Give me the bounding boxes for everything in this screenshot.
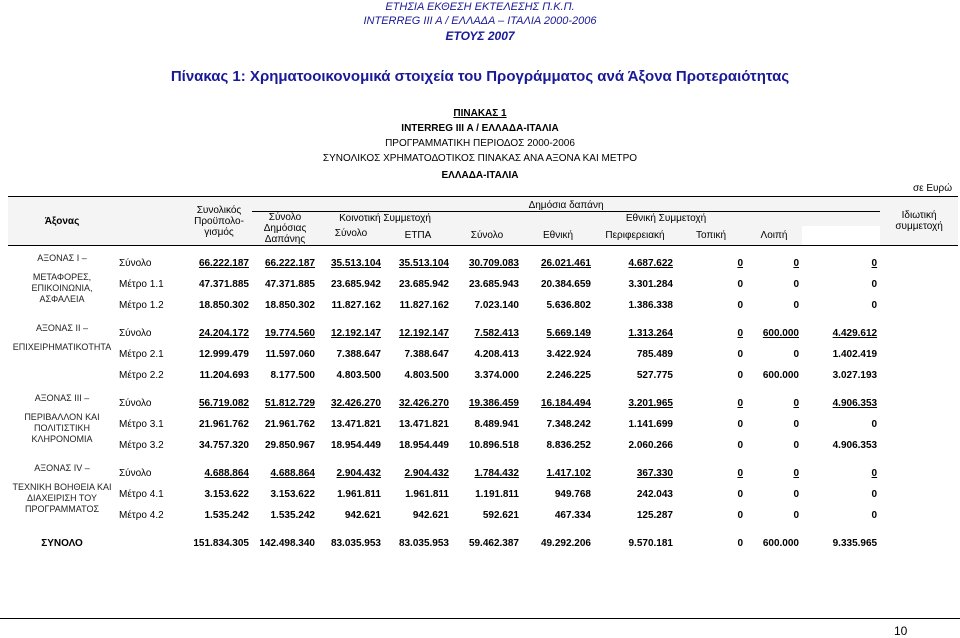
col-erdf: ΕΤΠΑ bbox=[404, 229, 432, 241]
col-public-group: Δημόσια δαπάνη bbox=[528, 200, 604, 211]
cell-local: 0 bbox=[737, 258, 743, 269]
cell-other: 0 bbox=[793, 349, 799, 360]
cell-local: 0 bbox=[737, 440, 743, 451]
cell-comm: 942.621 bbox=[344, 510, 381, 521]
axis-subtitle: ΕΠΙΧΕΙΡΗΜΑΤΙΚΟΤΗΤΑ bbox=[12, 342, 112, 352]
row-label: Μέτρο 1.1 bbox=[119, 279, 164, 290]
col-national-total: Σύνολο bbox=[470, 229, 504, 241]
cell-national: 3.422.924 bbox=[546, 349, 591, 360]
cell-total: 66.222.187 bbox=[198, 258, 249, 269]
cell-other: 0 bbox=[793, 258, 799, 269]
cell-local: 0 bbox=[737, 370, 743, 381]
cell-private: 0 bbox=[871, 419, 878, 430]
col-national: Εθνική bbox=[542, 229, 573, 241]
cell-erdf: 13.471.821 bbox=[398, 419, 449, 430]
axis-label bbox=[8, 253, 116, 316]
cell-nat_total: 23.685.943 bbox=[468, 279, 519, 290]
cell-nat_total: 7.023.140 bbox=[474, 300, 519, 311]
cell-national: 5.636.802 bbox=[546, 300, 591, 311]
cell-private: 1.402.419 bbox=[832, 349, 878, 360]
axis-label bbox=[8, 323, 116, 386]
cell-comm: 23.685.942 bbox=[330, 279, 381, 290]
cell-public: 4.688.864 bbox=[270, 468, 315, 479]
cell-private: 0 bbox=[871, 258, 878, 269]
cell-regional: 4.687.622 bbox=[628, 258, 673, 269]
cell-regional: 125.287 bbox=[636, 510, 673, 521]
cell-other: 0 bbox=[793, 440, 799, 451]
axis-subtitle: ΤΕΧΝΙΚΗ ΒΟΗΘΕΙΑ ΚΑΙ ΔΙΑΧΕΙΡΙΣΗ ΤΟΥ ΠΡΟΓΡΑΜΜΑΤΟΣ bbox=[12, 482, 112, 514]
cell-public: 51.812.729 bbox=[264, 398, 315, 409]
cell-total: 12.999.479 bbox=[198, 349, 249, 360]
axis-label bbox=[8, 463, 116, 526]
table-title-line1: ΠΙΝΑΚΑΣ 1 bbox=[453, 108, 507, 119]
table-row bbox=[8, 393, 958, 414]
table-row bbox=[8, 484, 958, 505]
cell-total: 21.961.762 bbox=[198, 419, 249, 430]
cell-erdf: 35.513.104 bbox=[398, 258, 449, 269]
cell-public: 18.850.302 bbox=[264, 300, 315, 311]
cell-regional: 1.313.264 bbox=[628, 328, 673, 339]
col-national-group: Εθνική Συμμετοχή bbox=[625, 213, 707, 225]
row-label: Μέτρο 3.1 bbox=[119, 419, 164, 430]
table-row bbox=[8, 344, 958, 365]
cell-total: 1.535.242 bbox=[204, 510, 249, 521]
grand-total-nat_total: 59.462.387 bbox=[468, 537, 519, 549]
cell-national: 949.768 bbox=[554, 489, 591, 500]
cell-national: 467.334 bbox=[554, 510, 591, 521]
cell-national: 16.184.494 bbox=[540, 398, 591, 409]
grand-total-other: 600.000 bbox=[762, 537, 799, 549]
cell-public: 19.774.560 bbox=[264, 328, 315, 339]
table-title-line4: ΣΥΝΟΛΙΚΟΣ ΧΡΗΜΑΤΟΔΟΤΙΚΟΣ ΠΙΝΑΚΑΣ ΑΝΑ ΑΞΟΝΑ ΚΑΙ ΜΕΤΡΟ bbox=[322, 153, 638, 164]
cell-erdf: 942.621 bbox=[412, 510, 449, 521]
cell-nat_total: 7.582.413 bbox=[474, 328, 519, 339]
cell-other: 600.000 bbox=[762, 370, 799, 381]
cell-national: 8.836.252 bbox=[546, 440, 591, 451]
grand-total-comm: 83.035.953 bbox=[330, 537, 381, 549]
report-header-line1: ΕΤΗΣΙΑ ΕΚΘΕΣΗ ΕΚΤΕΛΕΣΗΣ Π.Κ.Π. bbox=[385, 1, 575, 13]
cell-other: 0 bbox=[793, 419, 799, 430]
table-row bbox=[8, 414, 958, 435]
report-header-line2: INTERREG III A / ΕΛΛΑΔΑ – ΙΤΑΛΙΑ 2000-2006 bbox=[363, 15, 597, 27]
cell-private: 4.906.353 bbox=[832, 398, 878, 409]
cell-total: 47.371.885 bbox=[198, 279, 249, 290]
col-other: Λοιπή bbox=[760, 229, 788, 241]
col-regional: Περιφερειακή bbox=[605, 229, 665, 241]
page-number: 10 bbox=[894, 624, 908, 638]
cell-nat_total: 19.386.459 bbox=[468, 398, 519, 409]
cell-erdf: 7.388.647 bbox=[404, 349, 449, 360]
unit-label: σε Ευρώ bbox=[912, 183, 952, 194]
grand-total-national: 49.292.206 bbox=[540, 537, 591, 549]
cell-erdf: 23.685.942 bbox=[398, 279, 449, 290]
table-row bbox=[8, 274, 958, 295]
report-header-year: ΕΤΟΥΣ 2007 bbox=[445, 29, 515, 43]
cell-local: 0 bbox=[737, 419, 743, 430]
cell-regional: 1.141.699 bbox=[628, 419, 673, 430]
row-label: Μέτρο 2.1 bbox=[119, 349, 164, 360]
axis-subtitle: ΜΕΤΑΦΟΡΕΣ, ΕΠΙΚΟΙΝΩΝΙΑ, ΑΣΦΑΛΕΙΑ bbox=[31, 272, 93, 304]
cell-local: 0 bbox=[737, 489, 743, 500]
cell-erdf: 32.426.270 bbox=[398, 398, 449, 409]
grand-total-row bbox=[8, 533, 958, 553]
cell-regional: 3.201.965 bbox=[628, 398, 673, 409]
row-label: Σύνολο bbox=[119, 398, 152, 409]
cell-comm: 1.961.811 bbox=[337, 489, 381, 500]
cell-other: 0 bbox=[793, 510, 799, 521]
table-title-line2: INTERREG III A / ΕΛΛΑΔΑ-ΙΤΑΛΙΑ bbox=[401, 123, 559, 134]
cell-total: 3.153.622 bbox=[204, 489, 249, 500]
table-row bbox=[8, 295, 958, 316]
cell-private: 0 bbox=[871, 468, 878, 479]
cell-comm: 7.388.647 bbox=[336, 349, 381, 360]
table-row bbox=[8, 463, 958, 484]
cell-regional: 367.330 bbox=[636, 468, 673, 479]
col-community-group: Κοινοτική Συμμετοχή bbox=[339, 213, 431, 225]
table-row bbox=[8, 505, 958, 526]
cell-local: 0 bbox=[737, 349, 743, 360]
cell-nat_total: 1.191.811 bbox=[475, 489, 519, 500]
col-private: Ιδιωτική συμμετοχή bbox=[895, 210, 943, 232]
axis-title: ΑΞΟΝΑΣ ΙΙ – bbox=[36, 323, 88, 333]
cell-private: 0 bbox=[871, 510, 878, 521]
cell-comm: 12.192.147 bbox=[330, 328, 381, 339]
cell-comm: 11.827.162 bbox=[331, 300, 381, 311]
col-local: Τοπική bbox=[695, 229, 727, 241]
table-row bbox=[8, 365, 958, 386]
cell-national: 2.246.225 bbox=[546, 370, 591, 381]
cell-total: 18.850.302 bbox=[198, 300, 249, 311]
cell-other: 0 bbox=[793, 398, 799, 409]
cell-national: 7.348.242 bbox=[546, 419, 591, 430]
row-label: Σύνολο bbox=[119, 328, 152, 339]
cell-erdf: 11.827.162 bbox=[399, 300, 449, 311]
cell-regional: 527.775 bbox=[636, 370, 673, 381]
cell-regional: 785.489 bbox=[636, 349, 673, 360]
col-axis: Άξονας bbox=[44, 215, 80, 227]
table-title-line3: ΠΡΟΓΡΑΜΜΑΤΙΚΗ ΠΕΡΙΟΔΟΣ 2000-2006 bbox=[385, 138, 575, 149]
cell-nat_total: 10.896.518 bbox=[468, 440, 519, 451]
cell-total: 34.757.320 bbox=[198, 440, 249, 451]
col-total-budget: Συνολικός Προϋπολο-γισμός bbox=[194, 204, 244, 238]
cell-other: 0 bbox=[793, 279, 799, 290]
cell-other: 0 bbox=[793, 468, 799, 479]
cell-total: 24.204.172 bbox=[198, 328, 249, 339]
table-row bbox=[8, 323, 958, 344]
financial-table bbox=[8, 196, 958, 553]
cell-nat_total: 30.709.083 bbox=[468, 258, 519, 269]
cell-comm: 2.904.432 bbox=[336, 468, 381, 479]
row-label: Μέτρο 4.2 bbox=[119, 510, 164, 521]
cell-regional: 3.301.284 bbox=[628, 279, 673, 290]
grand-total-total: 151.834.305 bbox=[193, 537, 249, 549]
cell-private: 0 bbox=[871, 279, 878, 290]
row-label: Μέτρο 2.2 bbox=[119, 370, 164, 381]
grand-total-erdf: 83.035.953 bbox=[398, 537, 449, 549]
axis-subtitle: ΠΕΡΙΒΑΛΛΟΝ ΚΑΙ ΠΟΛΙΤΙΣΤΙΚΗ ΚΛΗΡΟΝΟΜΙΑ bbox=[24, 412, 100, 444]
grand-total-private: 9.335.965 bbox=[832, 537, 878, 549]
cell-public: 47.371.885 bbox=[264, 279, 315, 290]
grand-total-local: 0 bbox=[737, 537, 743, 549]
cell-comm: 35.513.104 bbox=[330, 258, 381, 269]
cell-local: 0 bbox=[737, 398, 743, 409]
grand-total-regional: 9.570.181 bbox=[628, 537, 673, 549]
cell-erdf: 2.904.432 bbox=[404, 468, 449, 479]
cell-private: 0 bbox=[871, 300, 878, 311]
table-body bbox=[8, 246, 958, 554]
cell-private: 4.906.353 bbox=[832, 440, 878, 451]
cell-nat_total: 3.374.000 bbox=[474, 370, 519, 381]
grand-total-public: 142.498.340 bbox=[259, 537, 315, 549]
cell-private: 0 bbox=[871, 489, 878, 500]
cell-regional: 1.386.338 bbox=[628, 300, 673, 311]
col-public-total: Σύνολο Δημόσιας Δαπάνης bbox=[263, 212, 307, 245]
cell-public: 8.177.500 bbox=[270, 370, 315, 381]
row-label: Μέτρο 1.2 bbox=[119, 300, 164, 311]
row-label: Σύνολο bbox=[119, 468, 152, 479]
axis-title: ΑΞΟΝΑΣ IV – bbox=[34, 463, 90, 473]
cell-erdf: 4.803.500 bbox=[404, 370, 449, 381]
cell-comm: 4.803.500 bbox=[336, 370, 381, 381]
cell-local: 0 bbox=[737, 468, 743, 479]
cell-other: 0 bbox=[793, 489, 799, 500]
cell-local: 0 bbox=[737, 510, 743, 521]
cell-regional: 242.043 bbox=[636, 489, 673, 500]
col-community-total: Σύνολο bbox=[334, 227, 368, 239]
cell-local: 0 bbox=[737, 279, 743, 290]
cell-nat_total: 592.621 bbox=[482, 510, 519, 521]
cell-nat_total: 4.208.413 bbox=[474, 349, 519, 360]
footer-divider bbox=[0, 618, 960, 619]
axis-title: ΑΞΟΝΑΣ ΙΙΙ – bbox=[34, 393, 90, 403]
cell-public: 1.535.242 bbox=[270, 510, 315, 521]
table-title-line5: ΕΛΛΑΔΑ-ΙΤΑΛΙΑ bbox=[441, 170, 519, 181]
cell-local: 0 bbox=[737, 328, 743, 339]
axis-title: ΑΞΟΝΑΣ Ι – bbox=[37, 253, 87, 263]
cell-total: 11.204.693 bbox=[199, 370, 249, 381]
axis-label bbox=[8, 393, 116, 456]
cell-public: 11.597.060 bbox=[265, 349, 315, 360]
table-row bbox=[8, 253, 958, 274]
cell-regional: 2.060.266 bbox=[628, 440, 673, 451]
cell-public: 3.153.622 bbox=[270, 489, 315, 500]
cell-national: 5.669.149 bbox=[546, 328, 591, 339]
table-row bbox=[8, 435, 958, 456]
cell-public: 29.850.967 bbox=[264, 440, 315, 451]
cell-comm: 13.471.821 bbox=[330, 419, 381, 430]
table-header bbox=[8, 197, 958, 246]
grand-total-label: ΣΥΝΟΛΟ bbox=[41, 537, 83, 549]
cell-public: 66.222.187 bbox=[264, 258, 315, 269]
cell-total: 4.688.864 bbox=[204, 468, 249, 479]
cell-nat_total: 8.489.941 bbox=[474, 419, 519, 430]
cell-erdf: 1.961.811 bbox=[405, 489, 449, 500]
cell-other: 600.000 bbox=[762, 328, 799, 339]
row-label: Μέτρο 4.1 bbox=[119, 489, 164, 500]
cell-erdf: 12.192.147 bbox=[398, 328, 449, 339]
row-label: Σύνολο bbox=[119, 258, 152, 269]
cell-comm: 32.426.270 bbox=[330, 398, 381, 409]
cell-comm: 18.954.449 bbox=[330, 440, 381, 451]
cell-national: 20.384.659 bbox=[540, 279, 591, 290]
cell-local: 0 bbox=[737, 300, 743, 311]
cell-private: 4.429.612 bbox=[832, 328, 878, 339]
cell-national: 26.021.461 bbox=[540, 258, 591, 269]
cell-other: 0 bbox=[793, 300, 799, 311]
row-label: Μέτρο 3.2 bbox=[119, 440, 164, 451]
cell-erdf: 18.954.449 bbox=[398, 440, 449, 451]
cell-public: 21.961.762 bbox=[264, 419, 315, 430]
cell-national: 1.417.102 bbox=[546, 468, 591, 479]
cell-total: 56.719.082 bbox=[198, 398, 249, 409]
cell-private: 3.027.193 bbox=[832, 370, 878, 381]
page-title: Πίνακας 1: Χρηματοοικονομικά στοιχεία του Προγράμματος ανά Άξονα Προτεραιότητας bbox=[170, 68, 790, 85]
cell-nat_total: 1.784.432 bbox=[474, 468, 519, 479]
grand-total-spacer bbox=[116, 533, 186, 553]
